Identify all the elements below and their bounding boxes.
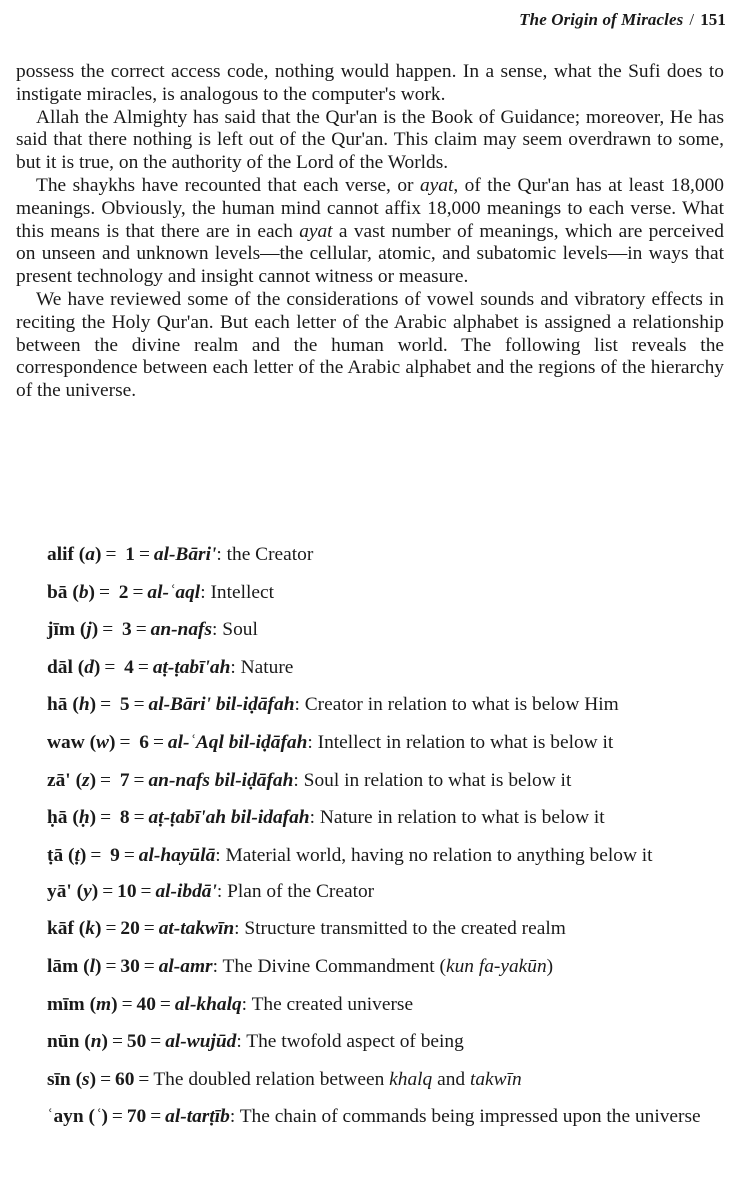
header-separator: / xyxy=(689,10,695,29)
letter-correspondence-list xyxy=(47,544,727,1142)
list-item: lām (l) = 30 = al-amr: The Divine Commandment (kun fa-yakūn) xyxy=(47,955,554,977)
list-item: dāl (d) = 4 = aṭ-ṭabī'ah: Nature xyxy=(47,656,294,678)
list-item: ṭā (ṭ) = 9 = al-hayūlā: Material world, having no relation to anything below it xyxy=(47,844,653,866)
paragraph-1: possess the correct access code, nothing would happen. In a sense, what the Sufi does to instigate miracles, is analogous to the computer's work. xyxy=(16,61,724,105)
paragraph-3: The shaykhs have recounted that each verse, or ayat, of the Qur'an has at least 18,000 meanings. Obviously, the human mind cannot affix 18,000 meanings to each verse. What this means is that there are in each ayat a vast number of meanings, which are perceived on unseen and unknown levels—the cellular, atomic, and subatomic levels—in ways that present technology and insight cannot witness or measure. xyxy=(16,174,724,288)
list-item: waw (w) = 6 = al-ʿAql bil-iḍāfah: Intellect in relation to what is below it xyxy=(47,731,614,753)
list-item: alif (a) = 1 = al-Bāri': the Creator xyxy=(47,544,314,565)
paragraph-2: Allah the Almighty has said that the Qur'an is the Book of Guidance; moreover, He has said that there nothing is left out of the Qur'an. This claim may seem overdrawn to some, but it is true, on the authority of the Lord of the Worlds. xyxy=(16,106,724,174)
paragraph-4: We have reviewed some of the considerations of vowel sounds and vibratory effects in reciting the Holy Qur'an. But each letter of the Arabic alphabet is assigned a relationship between the divine realm and the human world. The following list reveals the correspondence between each letter of the Arabic alphabet and the regions of the hierarchy of the universe. xyxy=(16,288,724,402)
running-header xyxy=(519,10,726,30)
list-item: jīm (j) = 3 = an-nafs: Soul xyxy=(47,619,258,641)
page-number: 151 xyxy=(700,10,726,29)
list-item: sīn (s) = 60 = The doubled relation between khalq and takwīn xyxy=(47,1068,522,1090)
list-item: ḥā (ḥ) = 8 = aṭ-ṭabī'ah bil-idafah: Nature in relation to what is below it xyxy=(47,807,605,829)
chapter-title: The Origin of Miracles xyxy=(519,10,684,29)
list-item: ʿayn (ʿ) = 70 = al-tarṭīb: The chain of commands being impressed upon the universe xyxy=(47,1106,701,1128)
body-text xyxy=(16,61,724,403)
list-item: yā' (y) = 10 = al-ibdā': Plan of the Creator xyxy=(47,880,375,902)
list-item: zā' (z) = 7 = an-nafs bil-iḍāfah: Soul in relation to what is below it xyxy=(47,769,572,791)
list-item: mīm (m) = 40 = al-khalq: The created universe xyxy=(47,993,414,1015)
list-item: nūn (n) = 50 = al-wujūd: The twofold aspect of being xyxy=(47,1031,464,1053)
list-item: bā (b) = 2 = al-ʿaql: Intellect xyxy=(47,581,274,603)
list-item: kāf (k) = 20 = at-takwīn: Structure transmitted to the created realm xyxy=(47,918,566,940)
list-item: hā (h) = 5 = al-Bāri' bil-iḍāfah: Creator in relation to what is below Him xyxy=(47,694,619,716)
